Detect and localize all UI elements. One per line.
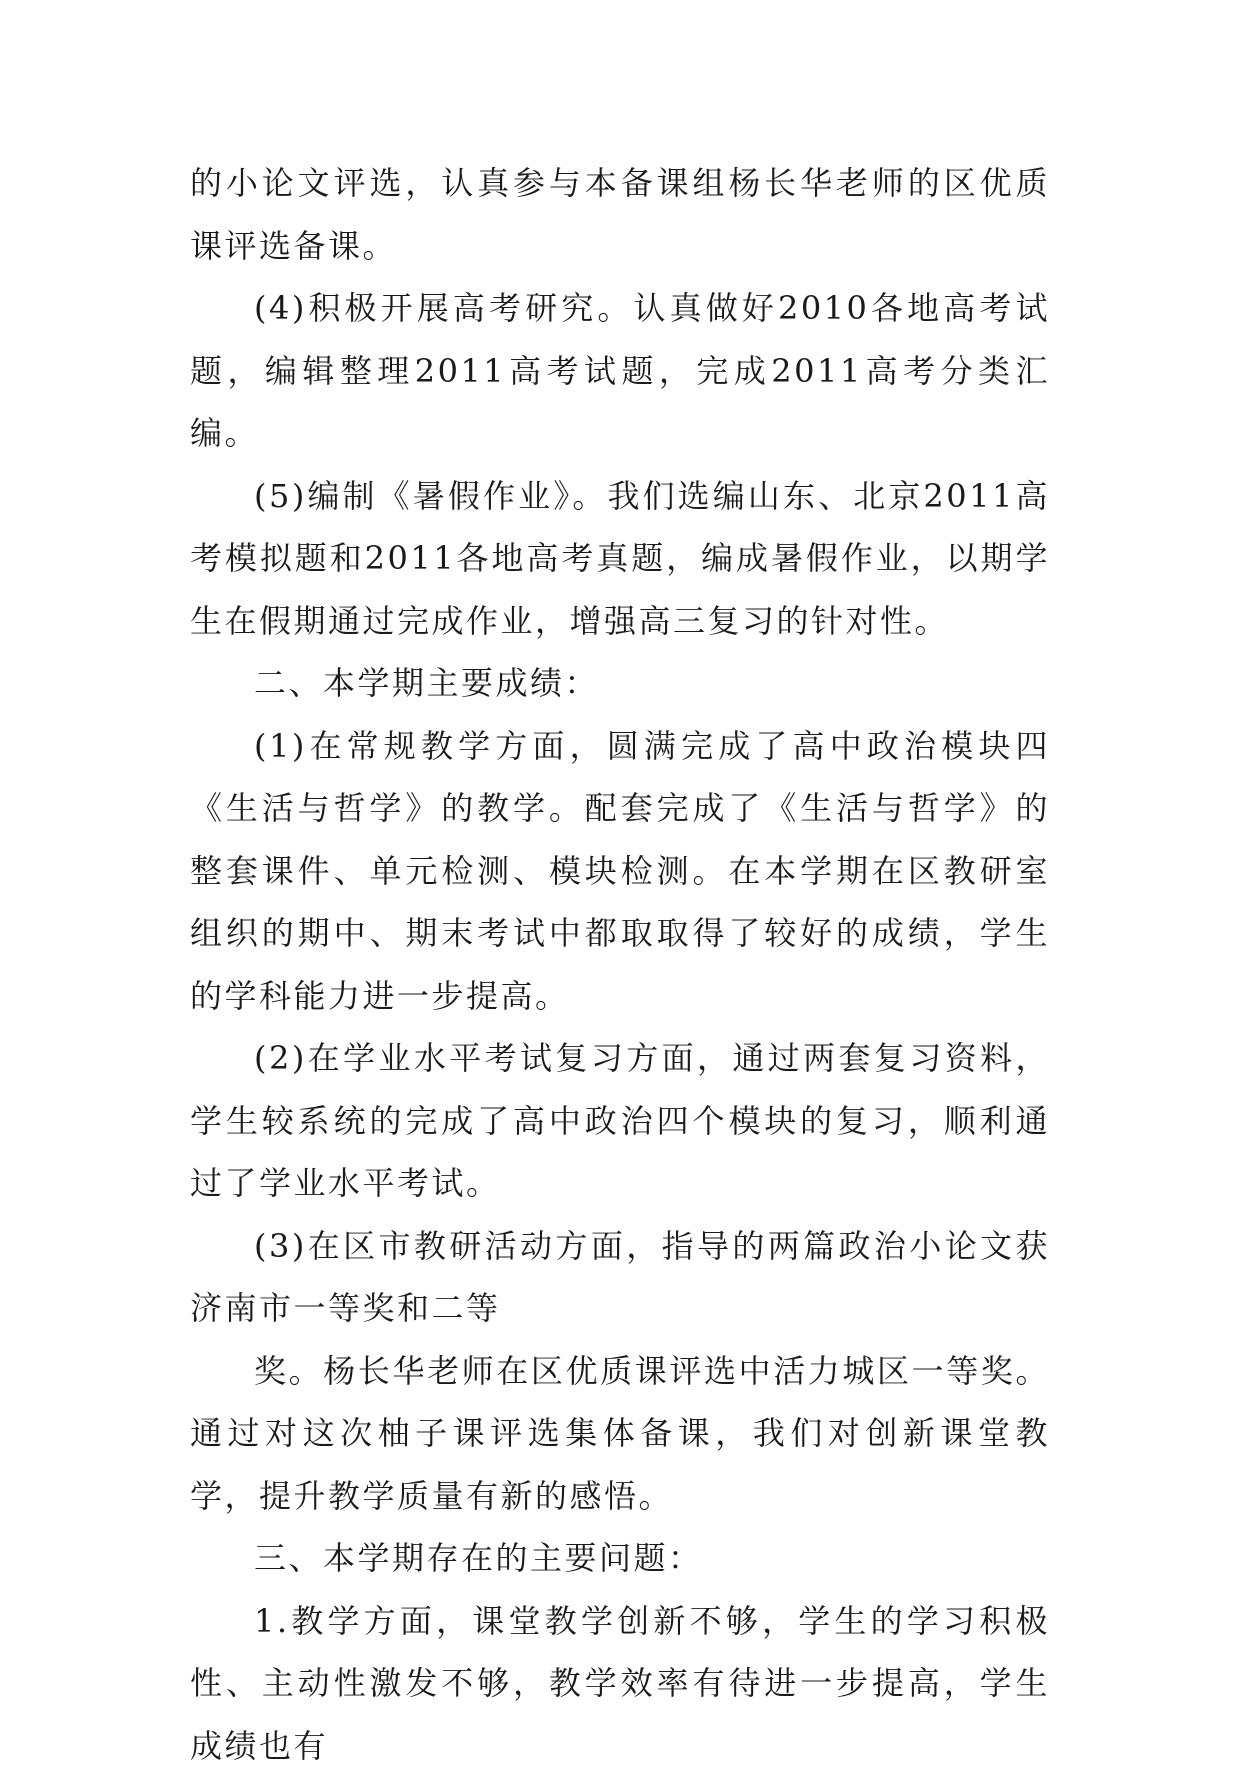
section-heading-3: 三、本学期存在的主要问题： [190,1527,1050,1590]
paragraph-2: (4)积极开展高考研究。认真做好2010各地高考试题，编辑整理2011高考试题，完成2011高考分类汇编。 [190,277,1050,465]
section-heading-2: 二、本学期主要成绩： [190,652,1050,715]
paragraph-1: 的小论文评选，认真参与本备课组杨长华老师的区优质课评选备课。 [190,152,1050,277]
paragraph-8: 奖。杨长华老师在区优质课评选中活力城区一等奖。通过对这次柚子课评选集体备课，我们对创新课堂教学，提升教学质量有新的感悟。 [190,1340,1050,1528]
document-body [190,152,1050,1777]
paragraph-10: 1.教学方面，课堂教学创新不够，学生的学习积极性、主动性激发不够，教学效率有待进一步提高，学生成绩也有 [190,1590,1050,1777]
paragraph-7: (3)在区市教研活动方面，指导的两篇政治小论文获济南市一等奖和二等 [190,1215,1050,1340]
paragraph-3: (5)编制《暑假作业》。我们选编山东、北京2011高考模拟题和2011各地高考真题，编成暑假作业，以期学生在假期通过完成作业，增强高三复习的针对性。 [190,465,1050,653]
paragraph-5: (1)在常规教学方面，圆满完成了高中政治模块四《生活与哲学》的教学。配套完成了《生活与哲学》的整套课件、单元检测、模块检测。在本学期在区教研室组织的期中、期末考试中都取取得了较好的成绩，学生的学科能力进一步提高。 [190,715,1050,1028]
paragraph-6: (2)在学业水平考试复习方面，通过两套复习资料，学生较系统的完成了高中政治四个模块的复习，顺利通过了学业水平考试。 [190,1027,1050,1215]
